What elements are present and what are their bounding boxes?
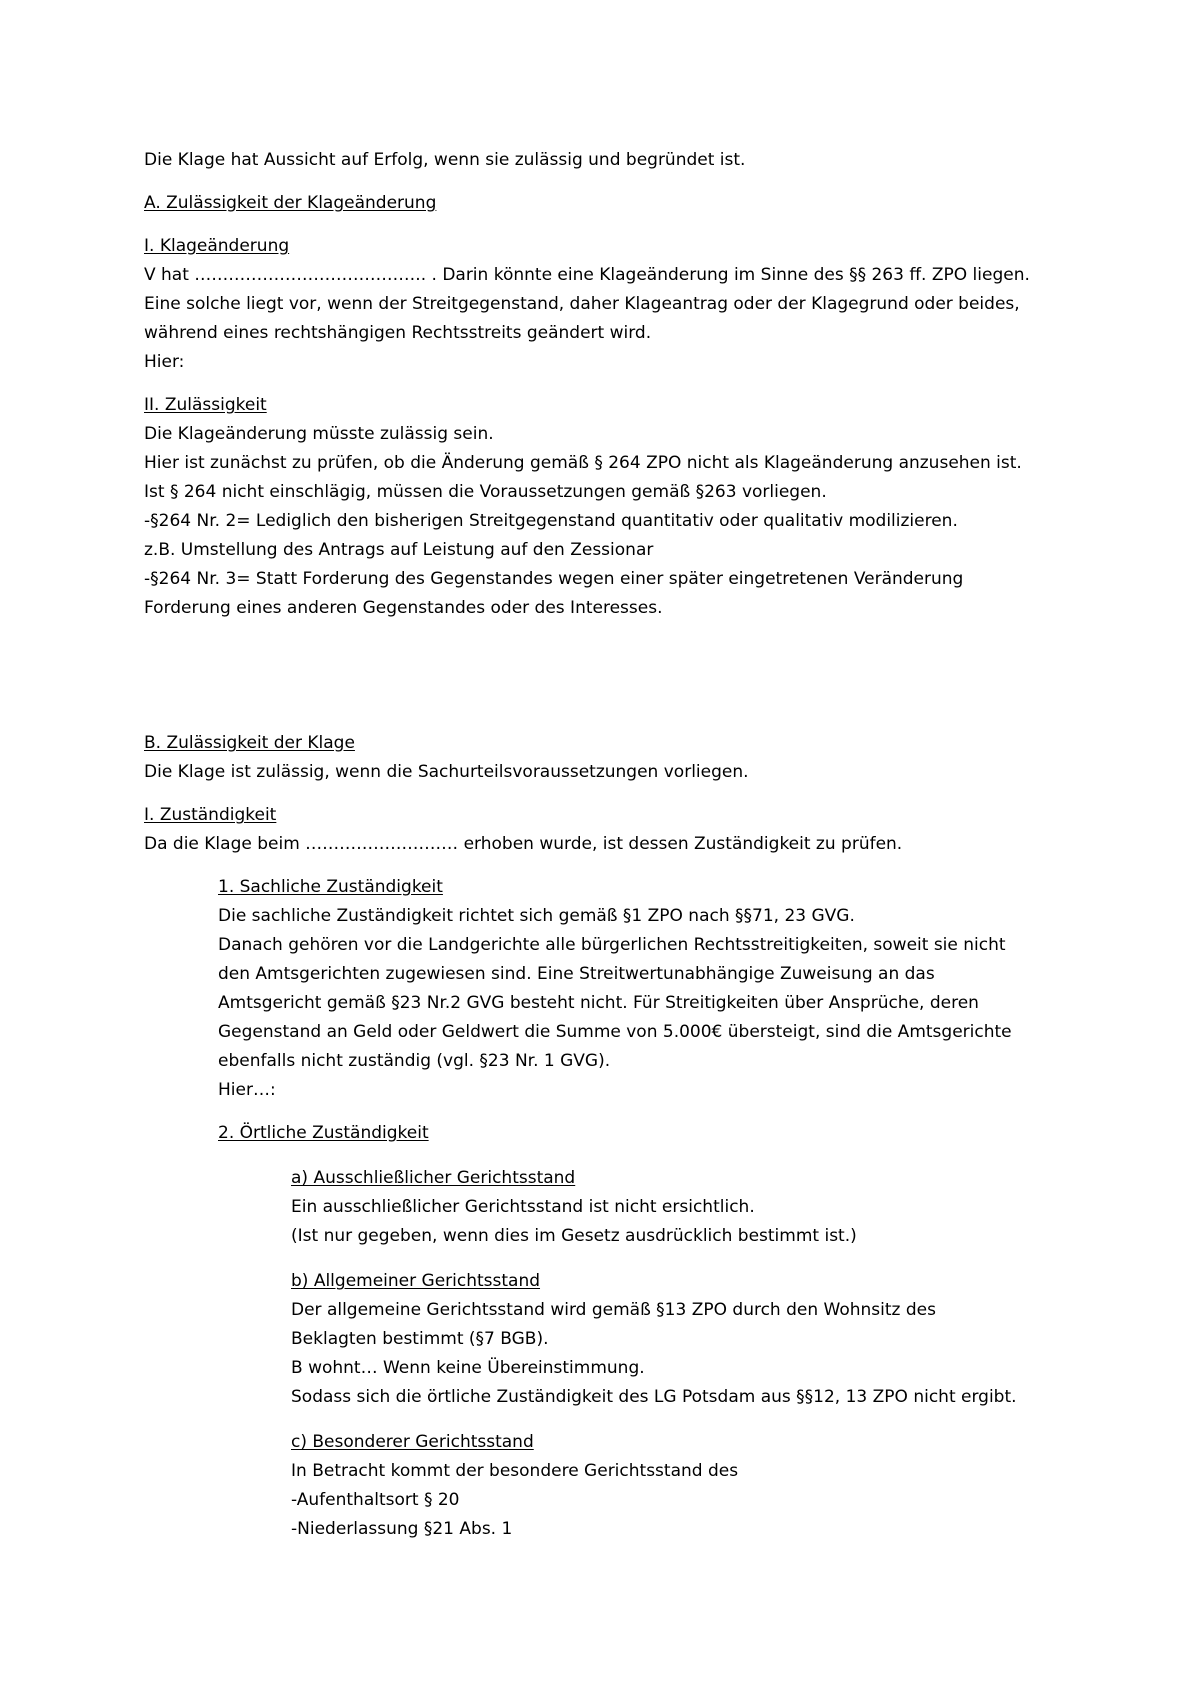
oertliche-zustaendigkeit-heading: 2. Örtliche Zuständigkeit [218,1123,429,1143]
paragraph-line: ebenfalls nicht zuständig (vgl. §23 Nr. 1 GVG). [218,1051,611,1071]
paragraph-line: Ist § 264 nicht einschlägig, müssen die Voraussetzungen gemäß §263 vorliegen. [144,482,827,502]
paragraph-line: Eine solche liegt vor, wenn der Streitgegenstand, daher Klageantrag oder der Klagegrund oder beides, [144,294,1020,314]
paragraph-line: Ein ausschließlicher Gerichtsstand ist nicht ersichtlich. [291,1197,755,1217]
paragraph-line: Hier: [144,352,185,372]
paragraph-line: -§264 Nr. 2= Lediglich den bisherigen Streitgegenstand quantitativ oder qualitativ modilizieren. [144,511,958,531]
besonderer-gerichtsstand-heading: c) Besonderer Gerichtsstand [291,1432,534,1452]
paragraph-line: Sodass sich die örtliche Zuständigkeit des LG Potsdam aus §§12, 13 ZPO nicht ergibt. [291,1387,1017,1407]
section-a-heading: A. Zulässigkeit der Klageänderung [144,193,437,213]
paragraph-line: (Ist nur gegeben, wenn dies im Gesetz ausdrücklich bestimmt ist.) [291,1226,857,1246]
gerichtsstand-block [144,1164,1100,1544]
intro-text: Die Klage hat Aussicht auf Erfolg, wenn sie zulässig und begründet ist. [144,150,746,170]
paragraph-line: Da die Klage beim ……………………… erhoben wurde, ist dessen Zuständigkeit zu prüfen. [144,834,903,854]
sachliche-zustaendigkeit-block [144,873,1100,1148]
paragraph-line: -§264 Nr. 3= Statt Forderung des Gegenstandes wegen einer später eingetretenen Veränderung [144,569,964,589]
paragraph-line: den Amtsgerichten zugewiesen sind. Eine Streitwertunabhängige Zuweisung an das [218,964,935,984]
paragraph-line: Die Klage ist zulässig, wenn die Sachurteilsvoraussetzungen vorliegen. [144,762,749,782]
paragraph-line: Danach gehören vor die Landgerichte alle bürgerlichen Rechtsstreitigkeiten, soweit sie nicht [218,935,1006,955]
paragraph-line: z.B. Umstellung des Antrags auf Leistung auf den Zessionar [144,540,654,560]
paragraph-line: Die Klageänderung müsste zulässig sein. [144,424,494,444]
allgemeiner-gerichtsstand-heading: b) Allgemeiner Gerichtsstand [291,1271,541,1291]
paragraph-line: Hier…: [218,1080,276,1100]
ausschliesslicher-gerichtsstand-heading: a) Ausschließlicher Gerichtsstand [291,1168,576,1188]
paragraph-line: Hier ist zunächst zu prüfen, ob die Änderung gemäß § 264 ZPO nicht als Klageänderung anzusehen ist. [144,453,1022,473]
paragraph-line: während eines rechtshängigen Rechtsstreits geändert wird. [144,323,652,343]
paragraph-line: In Betracht kommt der besondere Gerichtsstand des [291,1461,739,1481]
section-a1-heading: I. Klageänderung [144,236,290,256]
section-b1-heading: I. Zuständigkeit [144,805,277,825]
paragraph-line: Amtsgericht gemäß §23 Nr.2 GVG besteht nicht. Für Streitigkeiten über Ansprüche, deren [218,993,979,1013]
section-b-heading: B. Zulässigkeit der Klage [144,733,355,753]
paragraph-line: Die sachliche Zuständigkeit richtet sich gemäß §1 ZPO nach §§71, 23 GVG. [218,906,855,926]
paragraph-line: V hat ………………………………….. . Darin könnte eine Klageänderung im Sinne des §§ 263 ff. ZPO liegen. [144,265,1030,285]
paragraph-line: -Aufenthaltsort § 20 [291,1490,460,1510]
paragraph-line: Der allgemeine Gerichtsstand wird gemäß §13 ZPO durch den Wohnsitz des [291,1300,936,1320]
paragraph-line: Forderung eines anderen Gegenstandes oder des Interesses. [144,598,663,618]
paragraph-line: -Niederlassung §21 Abs. 1 [291,1519,513,1539]
sachliche-zustaendigkeit-heading: 1. Sachliche Zuständigkeit [218,877,443,897]
paragraph-line: Beklagten bestimmt (§7 BGB). [291,1329,549,1349]
section-a2-heading: II. Zulässigkeit [144,395,267,415]
paragraph-line: B wohnt… Wenn keine Übereinstimmung. [291,1358,645,1378]
paragraph-line: Gegenstand an Geld oder Geldwert die Summe von 5.000€ übersteigt, sind die Amtsgerichte [218,1022,1012,1042]
